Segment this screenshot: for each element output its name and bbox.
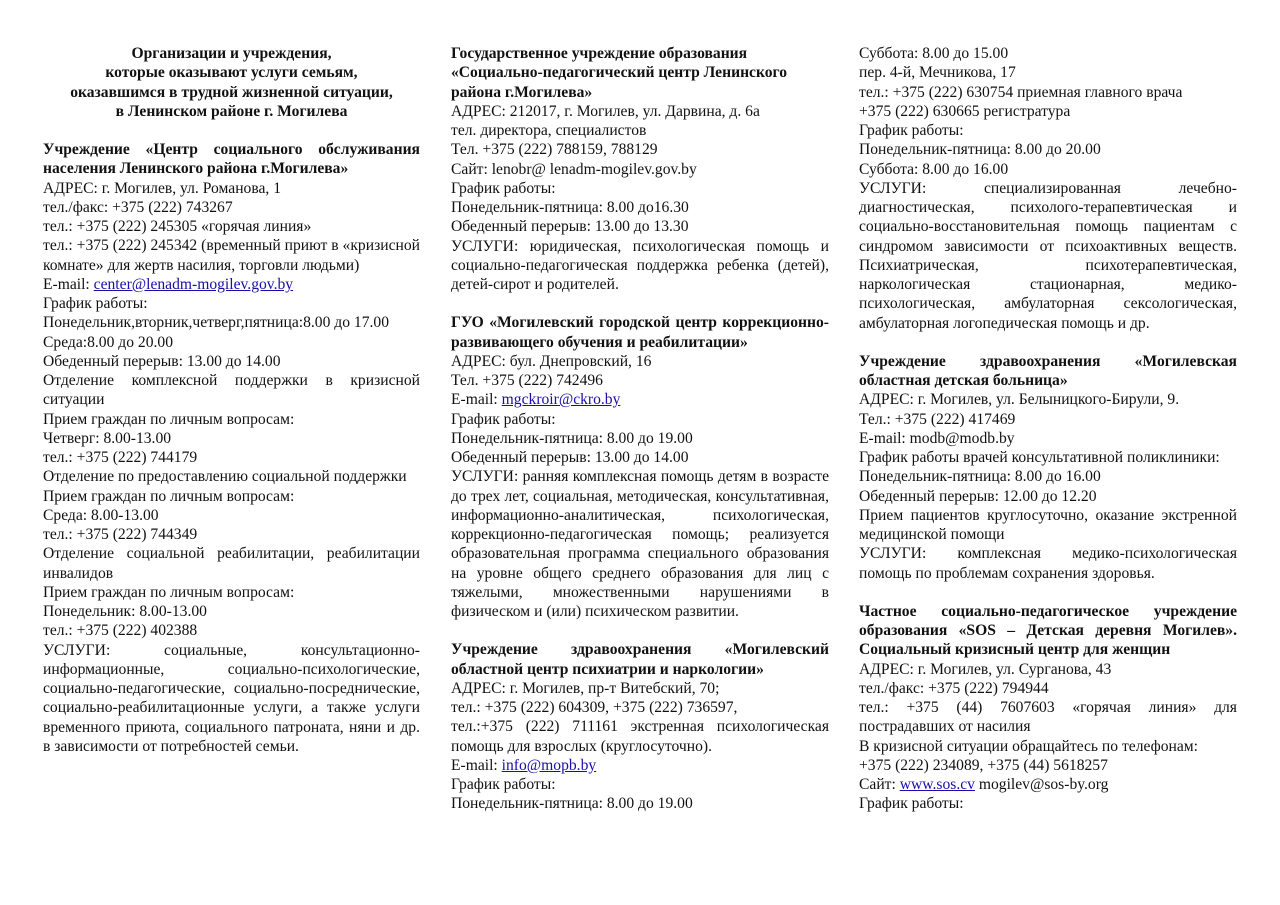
org-address-2: пер. 4-й, Мечникова, 17 [859,64,1016,82]
schedule-saturday: Суббота: 8.00 до 15.00 [859,45,1009,62]
org-services: УСЛУГИ: юридическая, психологическая помощь и социально-педагогическая поддержка ребенка (детей), детей-сирот и родителей. [451,237,829,293]
column-2 [451,44,829,814]
org-crisis-phones: +375 (222) 234089, +375 (44) 5618257 [859,756,1108,774]
org-tel-fax: тел./факс: +375 (222) 794944 [859,679,1049,697]
spacer [451,294,829,313]
department-crisis: Отделение комплексной поддержки в кризисной ситуации [43,372,420,409]
org-email [43,275,420,294]
spacer [859,583,1237,602]
email-label: E-mail: [43,275,94,293]
org-tel-main: тел.: +375 (222) 630754 приемная главного врача [859,83,1183,101]
department-support: Отделение по предоставлению социальной поддержки [43,468,407,486]
org-address: АДРЕС: г. Могилев, ул. Сурганова, 43 [859,660,1112,678]
department-support-tel: тел.: +375 (222) 744349 [43,526,198,543]
department-crisis-day: Четверг: 8.00-13.00 [43,429,172,447]
lunch-break: Обеденный перерыв: 13.00 до 13.30 [451,218,689,236]
department-crisis-reception: Прием граждан по личным вопросам: [43,410,295,428]
spacer [451,621,829,640]
org-address: АДРЕС: г. Могилев, ул. Романова, 1 [43,179,282,197]
spacer [43,121,420,140]
org-emergency-tel: тел.:+375 (222) 711161 экстренная психологическая помощь для взрослых (круглосуточно). [451,718,829,755]
email-link[interactable]: center@lenadm-mogilev.gov.by [93,275,294,293]
org-email: E-mail: modb@modb.by [859,429,1015,447]
email-link[interactable]: mgckroir@ckro.by [501,391,621,409]
department-rehab-tel: тел.: +375 (222) 402388 [43,622,198,640]
schedule-days: Понедельник-пятница: 8.00 до 19.00 [451,429,693,447]
email-label: E-mail: [451,391,502,409]
schedule-label: График работы: [451,410,556,428]
org-tel-registry: +375 (222) 630665 регистратура [859,102,1071,120]
schedule-label: График работы: [451,179,556,197]
department-support-day: Среда: 8.00-13.00 [43,506,159,524]
column-3 [859,44,1237,814]
org-tel: Тел. +375 (222) 788159, 788129 [451,141,658,159]
org-services: УСЛУГИ: специализированная лечебно-диагностическая, психолого-терапевтическая и социально-восстановительная помощь пациентам с синдромом зависимости от психоактивных веществ. Психиатрическая, психотерапевтическая, наркологическая стационарная, медико-психологическая, амбулаторная сексологическая, амбулаторная логопедическая помощь и др. [859,179,1237,332]
org-tel: Тел.: +375 (222) 417469 [859,410,1016,428]
email-label: E-mail: [451,756,502,774]
org-address: АДРЕС: г. Могилев, пр-т Витебский, 70; [451,679,720,697]
org-email: mogilev@sos-by.org [974,776,1109,793]
heading-line-4: в Ленинском районе г. Могилева [115,102,348,120]
org-hotline: тел.: +375 (44) 7607603 «горячая линия» для пострадавших от насилия [859,699,1237,736]
org-title: Частное социально-педагогическое учреждение образования «SOS – Детская деревня Могилев». Социальный кризисный центр для женщин [859,602,1237,659]
schedule-label: График работы: [451,776,556,793]
heading-line-3: оказавшимся в трудной жизненной ситуации, [70,83,393,101]
schedule-label: График работы: [859,122,964,139]
org-title: Учреждение здравоохранения «Могилевский областной центр психиатрии и наркологии» [451,641,829,678]
org-hotline: тел.: +375 (222) 245305 «горячая линия» [43,218,312,235]
spacer [859,333,1237,352]
schedule-days: Понедельник,вторник,четверг,пятница:8.00 до 17.00 [43,314,390,332]
schedule-label: График работы врачей консультативной поликлиники: [859,449,1220,466]
department-rehab: Отделение социальной реабилитации, реабилитации инвалидов [43,545,420,582]
org-address: АДРЕС: г. Могилев, ул. Белыницкого-Бирули, 9. [859,391,1180,409]
org-email [451,390,829,409]
org-title: Учреждение здравоохранения «Могилевская областная детская больница» [859,352,1237,389]
lunch-break: Обеденный перерыв: 13.00 до 14.00 [451,449,689,466]
schedule-label: График работы: [43,295,148,312]
org-reception: Прием пациентов круглосуточно, оказание экстренной медицинской помощи [859,506,1237,543]
column-1 [43,44,420,756]
org-email [451,756,829,775]
department-rehab-reception: Прием граждан по личным вопросам: [43,583,295,601]
schedule-days: Понедельник-пятница: 8.00 до 16.00 [859,468,1101,486]
org-tel-label: тел. директора, специалистов [451,122,647,139]
org-services: УСЛУГИ: социальные, консультационно-информационные, социально-психологические, социально-педагогические, социально-посреднические, социально-реабилитационные услуги, а также услуги временного приюта, социального патроната, няни и др. в зависимости от потребностей семьи. [43,641,420,755]
heading-line-1: Организации и учреждения, [131,45,332,62]
org-title: Учреждение «Центр социального обслуживания населения Ленинского района г.Могилева» [43,141,420,178]
email-link[interactable]: info@mopb.by [501,756,597,774]
org-address: АДРЕС: бул. Днепровский, 16 [451,352,652,370]
lunch-break: Обеденный перерыв: 13.00 до 14.00 [43,352,281,370]
department-crisis-tel: тел.: +375 (222) 744179 [43,449,198,466]
department-rehab-day: Понедельник: 8.00-13.00 [43,603,207,620]
schedule-days: Понедельник-пятница: 8.00 до 20.00 [859,141,1101,159]
org-site: Сайт: lenobr@ lenadm-mogilev.gov.by [451,160,697,178]
schedule-saturday-2: Суббота: 8.00 до 16.00 [859,160,1009,178]
org-address: АДРЕС: 212017, г. Могилев, ул. Дарвина, д. 6а [451,102,760,120]
schedule-days: Понедельник-пятница: 8.00 до16.30 [451,199,689,216]
org-tel: тел.: +375 (222) 604309, +375 (222) 736597, [451,699,738,716]
org-crisis-note: В кризисной ситуации обращайтесь по телефонам: [859,737,1198,755]
org-tel-fax: тел./факс: +375 (222) 743267 [43,198,233,216]
lunch-break: Обеденный перерыв: 12.00 до 12.20 [859,487,1097,505]
schedule-label: График работы: [859,795,964,813]
site-label: Сайт: [859,776,900,793]
schedule-days: Понедельник-пятница: 8.00 до 19.00 [451,795,693,813]
schedule-wednesday: Среда:8.00 до 20.00 [43,333,174,351]
heading-line-2: которые оказывают услуги семьям, [105,64,358,82]
org-tel: Тел. +375 (222) 742496 [451,372,603,389]
org-services: УСЛУГИ: ранняя комплексная помощь детям в возрасте до трех лет, социальная, методическая, консультативная, информационно-аналитическая, психологическая, коррекционно-педагогическая помощь; реализуется образовательная программа специального образования на уровне общего среднего образования для лиц с тяжелыми, множественными нарушениями в физическом и (или) психическом развитии. [451,468,829,620]
org-title: Государственное учреждение образования «Социально-педагогический центр Ленинского района г.Могилева» [451,45,788,101]
site-link[interactable]: www.sos.cv [899,776,975,793]
department-support-reception: Прием граждан по личным вопросам: [43,487,295,505]
org-shelter-tel: тел.: +375 (222) 245342 (временный приют в «кризисной комнате» для жертв насилия, торговли людьми) [43,237,420,274]
org-title: ГУО «Могилевский городской центр коррекционно-развивающего обучения и реабилитации» [451,314,829,351]
org-services: УСЛУГИ: комплексная медико-психологическая помощь по проблемам сохранения здоровья. [859,545,1237,582]
org-site [859,775,1237,794]
